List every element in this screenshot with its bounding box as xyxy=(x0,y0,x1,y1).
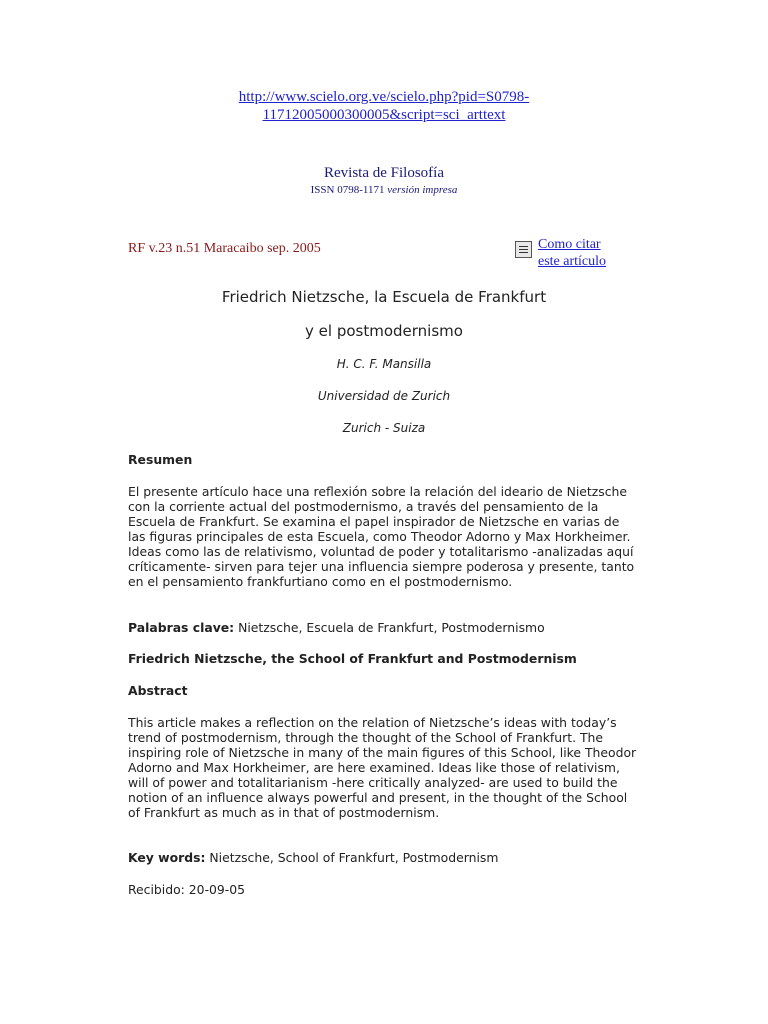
author-location: Zurich - Suiza xyxy=(342,421,426,435)
source-url-link-line1[interactable]: http://www.scielo.org.ve/scielo.php?pid=S0798- xyxy=(238,89,530,105)
english-title: Friedrich Nietzsche, the School of Frankfurt and Postmodernism xyxy=(128,651,577,666)
abstract-text: This article makes a reflection on the relation of Nietzsche’s ideas with today’s trend of postmodernism, through the thought of the School of Frankfurt. The inspiring role of Nietzsche in many of the main figures of this School, like Theodor Adorno and Max Horkheimer, are here examined. Ideas like those of relativism, will of power and totalitarianism -here critically analyzed- are used to build the notion of an influence always powerful and present, in the thought of the School of Frankfurt as much as in that of postmodernism. xyxy=(128,715,637,820)
journal-title: Revista de Filosofía xyxy=(324,165,444,181)
palabras-clave-label: Palabras clave: xyxy=(128,620,235,635)
key-words xyxy=(128,850,640,865)
palabras-clave xyxy=(128,620,640,635)
issn-version: versión impresa xyxy=(387,184,458,196)
resumen-text: El presente artículo hace una reflexión sobre la relación del ideario de Nietzsche con la corriente actual del postmodernismo, a través del pensamiento de la Escuela de Frankfurt. Se examina el papel inspirador de Nietzsche en varias de las figuras principales de esta Escuela, como Theodor Adorno y Max Horkheimer. Ideas como las de relativismo, voluntad de poder y totalitarismo -analizadas aquí críticamente- sirven para tejer una influencia siempre poderosa y presente, tanto en el pensamiento frankfurtiano como en el postmodernismo. xyxy=(128,484,635,589)
received-date: Recibido: 20-09-05 xyxy=(128,882,246,897)
source-url-link-line2[interactable]: 11712005000300005&script=sci_arttext xyxy=(262,107,506,123)
abstract-heading: Abstract xyxy=(128,683,188,698)
author-name: H. C. F. Mansilla xyxy=(336,357,432,371)
source-url xyxy=(0,88,768,124)
key-words-label: Key words: xyxy=(128,850,206,865)
author-institution: Universidad de Zurich xyxy=(317,389,451,403)
palabras-clave-value: Nietzsche, Escuela de Frankfurt, Postmodernismo xyxy=(234,620,545,635)
cite-link-line1[interactable]: Como citar xyxy=(538,237,601,252)
journal-header xyxy=(0,164,768,197)
article-title-line1: Friedrich Nietzsche, la Escuela de Frankfurt xyxy=(221,288,547,306)
cite-article-link[interactable] xyxy=(538,236,606,270)
resumen-heading: Resumen xyxy=(128,452,193,467)
journal-issn xyxy=(0,183,768,197)
cite-link-line2[interactable]: este artículo xyxy=(538,254,607,269)
article-title-line2: y el postmodernismo xyxy=(305,322,463,340)
document-icon[interactable] xyxy=(515,241,532,258)
issn-number: ISSN 0798-1171 xyxy=(310,184,385,196)
cite-article-box xyxy=(515,236,606,270)
key-words-value: Nietzsche, School of Frankfurt, Postmodernism xyxy=(205,850,499,865)
issue-citation: RF v.23 n.51 Maracaibo sep. 2005 xyxy=(128,241,321,256)
